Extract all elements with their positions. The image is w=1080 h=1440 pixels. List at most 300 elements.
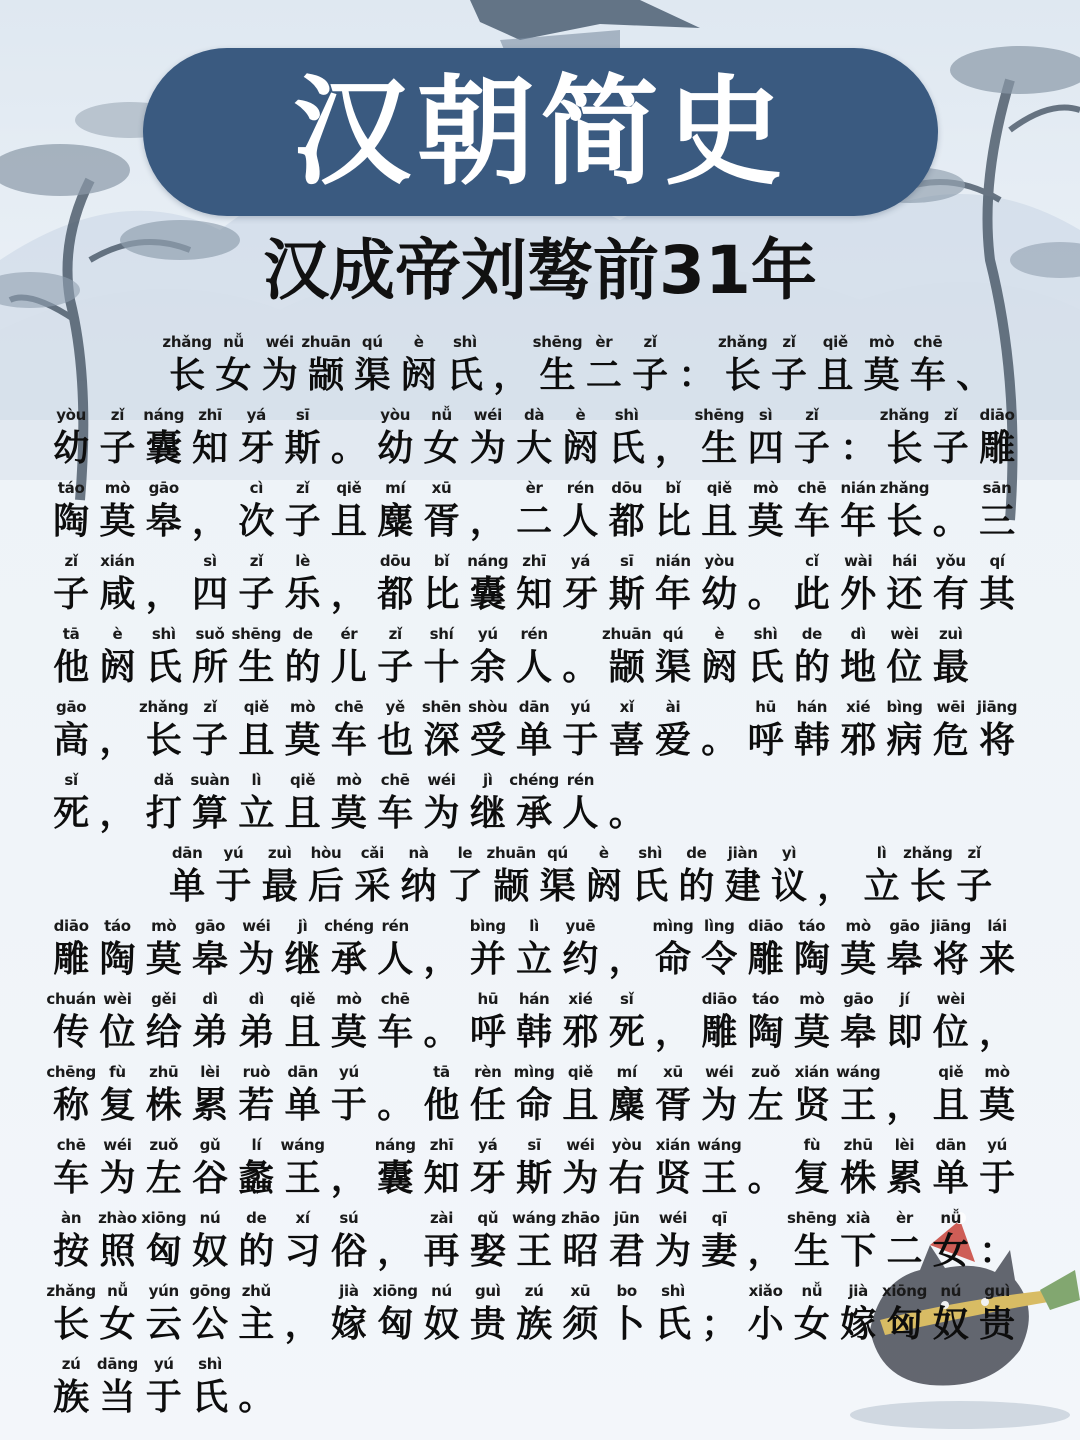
hanzi: 。: [608, 793, 645, 834]
hanzi: 人: [377, 939, 414, 980]
hanzi: 幼: [53, 428, 90, 469]
pinyin: guì: [474, 1282, 501, 1300]
character-cell: [742, 695, 788, 763]
pinyin: shēng: [694, 406, 745, 424]
character-cell: [789, 695, 835, 763]
pinyin: wéi: [265, 333, 294, 351]
character-cell: [951, 841, 997, 909]
pinyin: zhǎng: [139, 698, 189, 716]
pinyin: gāo: [56, 698, 87, 716]
character-cell: [48, 987, 94, 1055]
pinyin: yì: [781, 844, 797, 862]
hanzi: 子: [632, 355, 669, 396]
character-cell: [557, 695, 603, 763]
hanzi: 为: [655, 1231, 692, 1272]
character-cell: [465, 914, 511, 982]
text-line: [48, 403, 1038, 476]
pinyin: shì: [614, 406, 639, 424]
pinyin: dì: [202, 990, 218, 1008]
character-cell: [418, 549, 464, 617]
character-cell: [48, 549, 94, 617]
hanzi: 咸: [99, 574, 136, 615]
pinyin: gāo: [194, 917, 226, 935]
pinyin: sī: [295, 406, 310, 424]
hanzi: 二: [886, 1231, 923, 1272]
hanzi: 人: [516, 647, 553, 688]
character-cell: [187, 914, 233, 982]
text-line: [48, 841, 1038, 914]
pinyin: xiōng: [372, 1282, 418, 1300]
pinyin: fù: [109, 1063, 126, 1081]
hanzi: ；: [701, 1304, 738, 1345]
pinyin: jì: [297, 917, 308, 935]
hanzi: 皋: [840, 1012, 877, 1053]
hanzi: 俗: [330, 1231, 367, 1272]
hanzi: 立: [863, 866, 900, 907]
hanzi: ，: [423, 939, 460, 980]
text-line: [48, 1206, 1038, 1279]
character-cell: [395, 330, 441, 398]
pinyin: zǐ: [295, 479, 310, 497]
character-cell: [673, 330, 719, 398]
character-cell: [604, 695, 650, 763]
character-cell: [974, 1133, 1020, 1201]
pinyin: ruò: [242, 1063, 271, 1081]
pinyin: zhǎng: [46, 1282, 96, 1300]
pinyin: nú: [940, 1282, 962, 1300]
hanzi: 皋: [145, 501, 182, 542]
character-cell: [279, 622, 325, 690]
hanzi: 女: [932, 1231, 969, 1272]
pinyin: táo: [752, 990, 779, 1008]
hanzi: 雕: [701, 1012, 738, 1053]
hanzi: 来: [979, 939, 1016, 980]
character-cell: [326, 1060, 372, 1128]
hanzi: 任: [469, 1085, 506, 1126]
character-cell: [511, 695, 557, 763]
hanzi: 最: [932, 647, 969, 688]
pinyin: dān: [287, 1063, 318, 1081]
pinyin: náng: [467, 552, 509, 570]
character-cell: [326, 768, 372, 836]
character-cell: [835, 1279, 881, 1347]
hanzi: 囊: [469, 574, 506, 615]
character-cell: [141, 476, 187, 544]
hanzi: 阏: [585, 866, 622, 907]
pinyin: zài: [429, 1209, 454, 1227]
pinyin: dì: [248, 990, 264, 1008]
pinyin: shì: [753, 625, 778, 643]
hanzi: 氏: [608, 428, 645, 469]
hanzi: 深: [423, 720, 460, 761]
hanzi: ，: [979, 1012, 1016, 1053]
character-cell: [141, 549, 187, 617]
pinyin: hái: [891, 552, 918, 570]
hanzi: 子: [793, 428, 830, 469]
hanzi: 三: [979, 501, 1016, 542]
hanzi: 习: [284, 1231, 321, 1272]
character-cell: [418, 768, 464, 836]
page-subtitle: 汉成帝刘骜前31年: [263, 232, 817, 309]
hanzi: ：: [678, 355, 715, 396]
character-cell: [465, 1206, 511, 1274]
character-cell: [418, 1133, 464, 1201]
hanzi: 陶: [99, 939, 136, 980]
character-cell: [696, 695, 742, 763]
pinyin: mò: [336, 990, 362, 1008]
character-cell: [372, 1133, 418, 1201]
pinyin: cǎi: [360, 844, 384, 862]
character-cell: [789, 622, 835, 690]
pinyin: qú: [547, 844, 568, 862]
pinyin: gǔ: [199, 1136, 221, 1154]
character-cell: [951, 330, 997, 398]
pinyin: le: [457, 844, 473, 862]
character-cell: [858, 330, 904, 398]
pinyin: zhī: [522, 552, 546, 570]
hanzi: 人: [562, 501, 599, 542]
hanzi: 、: [956, 355, 993, 396]
hanzi: 长: [724, 355, 761, 396]
hanzi: 所: [192, 647, 229, 688]
pinyin: xiōng: [881, 1282, 928, 1300]
character-cell: [928, 695, 974, 763]
pinyin: shēng: [787, 1209, 837, 1227]
character-cell: [279, 1133, 325, 1201]
hanzi: 位: [886, 647, 923, 688]
character-cell: [766, 330, 812, 398]
character-cell: [881, 695, 927, 763]
pinyin: wáng: [512, 1209, 557, 1227]
pinyin: sú: [339, 1209, 359, 1227]
pinyin: chéng: [509, 771, 559, 789]
character-cell: [604, 549, 650, 617]
hanzi: 贤: [655, 1158, 692, 1199]
character-cell: [48, 1352, 94, 1420]
character-cell: [141, 1133, 187, 1201]
character-cell: [94, 768, 140, 836]
character-cell: [326, 549, 372, 617]
pinyin: qiě: [938, 1063, 964, 1081]
hanzi: 生: [793, 1231, 830, 1272]
hanzi: ，: [192, 501, 229, 542]
hanzi: 单: [169, 866, 206, 907]
hanzi: 于: [562, 720, 599, 761]
hanzi: 氏: [747, 647, 784, 688]
character-cell: [94, 695, 140, 763]
pinyin: yá: [478, 1136, 498, 1154]
hanzi: 嫁: [840, 1304, 877, 1345]
pinyin: jià: [339, 1282, 359, 1300]
hanzi: ，: [284, 1304, 321, 1345]
hanzi: 云: [145, 1304, 182, 1345]
hanzi: 且: [817, 355, 854, 396]
hanzi: 长: [169, 355, 206, 396]
pinyin: shì: [151, 625, 176, 643]
character-cell: [164, 330, 210, 398]
character-cell: [465, 476, 511, 544]
hanzi: ，: [493, 355, 530, 396]
pinyin: xǐ: [619, 698, 634, 716]
hanzi: 将: [932, 939, 969, 980]
pinyin: èr: [525, 479, 543, 497]
character-cell: [881, 1060, 927, 1128]
pinyin: qiě: [243, 698, 269, 716]
hanzi: 韩: [516, 1012, 553, 1053]
pinyin: è: [598, 844, 609, 862]
character-cell: [233, 914, 279, 982]
hanzi: 阏: [400, 355, 437, 396]
pinyin: yǒu: [935, 552, 966, 570]
character-cell: [279, 914, 325, 982]
hanzi: 算: [192, 793, 229, 834]
character-cell: [650, 1206, 696, 1274]
hanzi: 地: [840, 647, 877, 688]
character-cell: [974, 549, 1020, 617]
hanzi: 此: [793, 574, 830, 615]
character-cell: [233, 403, 279, 471]
character-cell: [326, 1279, 372, 1347]
character-cell: [557, 476, 603, 544]
character-cell: [279, 476, 325, 544]
character-cell: [94, 987, 140, 1055]
character-cell: [187, 1206, 233, 1274]
hanzi: ，: [377, 1231, 414, 1272]
pinyin: náng: [143, 406, 185, 424]
pinyin: zhǔ: [241, 1282, 271, 1300]
hanzi: 弟: [238, 1012, 275, 1053]
character-cell: [372, 1060, 418, 1128]
pinyin: zǐ: [782, 333, 796, 351]
character-cell: [511, 1279, 557, 1347]
pinyin: náng: [374, 1136, 416, 1154]
character-cell: [835, 622, 881, 690]
character-cell: [94, 1133, 140, 1201]
character-cell: [557, 622, 603, 690]
character-cell: [604, 1279, 650, 1347]
pinyin: yá: [570, 552, 591, 570]
character-cell: [928, 987, 974, 1055]
character-cell: [511, 1060, 557, 1128]
pinyin: zhǎng: [717, 333, 768, 351]
character-cell: [650, 622, 696, 690]
character-cell: [372, 914, 418, 982]
pinyin: zuì: [938, 625, 963, 643]
text-line: [48, 1352, 1038, 1425]
hanzi: ，: [330, 1158, 367, 1199]
pinyin: diāo: [979, 406, 1015, 424]
hanzi: 子: [956, 866, 993, 907]
hanzi: 子: [932, 428, 969, 469]
pinyin: mò: [289, 698, 316, 716]
hanzi: 单: [284, 1085, 321, 1126]
pinyin: rén: [381, 917, 409, 935]
pinyin: mò: [336, 771, 362, 789]
pinyin: lè: [295, 552, 310, 570]
character-cell: [418, 622, 464, 690]
character-cell: [835, 987, 881, 1055]
character-cell: [835, 1060, 881, 1128]
pinyin: qǔ: [477, 1209, 499, 1227]
character-cell: [465, 403, 511, 471]
character-cell: [974, 403, 1020, 471]
pinyin: lèi: [200, 1063, 220, 1081]
character-cell: [511, 987, 557, 1055]
pinyin: chē: [797, 479, 827, 497]
pinyin: qú: [361, 333, 383, 351]
character-cell: [604, 476, 650, 544]
character-cell: [604, 622, 650, 690]
character-cell: [372, 987, 418, 1055]
character-cell: [141, 403, 187, 471]
character-cell: [928, 1133, 974, 1201]
pinyin: sì: [203, 552, 217, 570]
character-cell: [673, 841, 719, 909]
pinyin: zuǒ: [751, 1063, 781, 1081]
pinyin: mìng: [652, 917, 694, 935]
pinyin: qiě: [290, 990, 316, 1008]
hanzi: 位: [932, 1012, 969, 1053]
hanzi: ，: [99, 720, 136, 761]
pinyin: shì: [198, 1355, 222, 1373]
hanzi: 主: [238, 1304, 275, 1345]
hanzi: 立: [238, 793, 275, 834]
hanzi: 最: [261, 866, 298, 907]
hanzi: 莫: [863, 355, 900, 396]
pinyin: ér: [340, 625, 358, 643]
hanzi: ，: [655, 428, 692, 469]
hanzi: 麋: [377, 501, 414, 542]
hanzi: 高: [53, 720, 90, 761]
hanzi: 立: [516, 939, 553, 980]
character-cell: [835, 476, 881, 544]
character-cell: [696, 914, 742, 982]
character-cell: [696, 1206, 742, 1274]
character-cell: [557, 403, 603, 471]
hanzi: 阏: [562, 428, 599, 469]
pinyin: gāo: [843, 990, 874, 1008]
hanzi: 皋: [886, 939, 923, 980]
character-cell: [881, 914, 927, 982]
pinyin: hán: [518, 990, 550, 1008]
character-cell: [789, 403, 835, 471]
page-title: 汉朝简史: [292, 63, 789, 201]
pinyin: nǚ: [107, 1282, 128, 1300]
character-cell: [974, 695, 1020, 763]
pinyin: jí: [899, 990, 910, 1008]
character-cell: [557, 549, 603, 617]
hanzi: 为: [99, 1158, 136, 1199]
hanzi: 给: [145, 1012, 182, 1053]
character-cell: [418, 1206, 464, 1274]
hanzi: 长: [53, 1304, 90, 1345]
character-cell: [48, 1060, 94, 1128]
pinyin: wài: [844, 552, 873, 570]
character-cell: [94, 1352, 140, 1420]
text-line: [48, 549, 1038, 622]
hanzi: 王: [840, 1085, 877, 1126]
hanzi: 族: [516, 1304, 553, 1345]
character-cell: [881, 622, 927, 690]
hanzi: 车: [909, 355, 946, 396]
character-cell: [279, 1206, 325, 1274]
hanzi: 二: [516, 501, 553, 542]
character-cell: [789, 1206, 835, 1274]
pinyin: qiě: [567, 1063, 593, 1081]
pinyin: mò: [752, 479, 779, 497]
text-line: [48, 768, 1038, 841]
character-cell: [696, 622, 742, 690]
hanzi: 。: [377, 1085, 414, 1126]
hanzi: 他: [423, 1085, 460, 1126]
character-cell: [881, 549, 927, 617]
hanzi: 匈: [145, 1231, 182, 1272]
hanzi: 纳: [400, 866, 437, 907]
hanzi: 传: [53, 1012, 90, 1053]
pinyin: lí: [251, 1136, 262, 1154]
pinyin: hán: [796, 698, 828, 716]
hanzi: 为: [701, 1085, 738, 1126]
character-cell: [696, 476, 742, 544]
hanzi: 莫: [330, 793, 367, 834]
hanzi: 氏: [632, 866, 669, 907]
hanzi: 知: [516, 574, 553, 615]
character-cell: [974, 1206, 1020, 1274]
character-cell: [696, 1279, 742, 1347]
hanzi: ：: [840, 428, 877, 469]
hanzi: 的: [678, 866, 715, 907]
hanzi: 。: [932, 501, 969, 542]
character-cell: [465, 987, 511, 1055]
hanzi: 建: [724, 866, 761, 907]
pinyin: zhī: [198, 406, 222, 424]
character-cell: [465, 622, 511, 690]
hanzi: 氏: [145, 647, 182, 688]
pinyin: nián: [840, 479, 876, 497]
hanzi: 二: [585, 355, 622, 396]
pinyin: diāo: [701, 990, 737, 1008]
character-cell: [696, 1133, 742, 1201]
character-cell: [511, 1133, 557, 1201]
pinyin: de: [246, 1209, 267, 1227]
pinyin: chē: [334, 698, 364, 716]
character-cell: [48, 695, 94, 763]
hanzi: ，: [145, 574, 182, 615]
hanzi: ，: [747, 1231, 784, 1272]
hanzi: 王: [284, 1158, 321, 1199]
character-cell: [94, 476, 140, 544]
character-cell: [627, 841, 673, 909]
hanzi: 车: [377, 1012, 414, 1053]
hanzi: 约: [562, 939, 599, 980]
hanzi: 且: [701, 501, 738, 542]
pinyin: qí: [989, 552, 1005, 570]
pinyin: dì: [850, 625, 866, 643]
hanzi: ，: [99, 793, 136, 834]
hanzi: 生: [238, 647, 275, 688]
pinyin: lái: [987, 917, 1007, 935]
hanzi: 陶: [747, 1012, 784, 1053]
pinyin: zǐ: [967, 844, 981, 862]
hanzi: 且: [284, 793, 321, 834]
pinyin: qiě: [822, 333, 848, 351]
hanzi: 氏: [655, 1304, 692, 1345]
character-cell: [928, 622, 974, 690]
pinyin: dān: [935, 1136, 967, 1154]
hanzi: 卜: [608, 1304, 645, 1345]
pinyin: zǐ: [64, 552, 78, 570]
character-cell: [511, 549, 557, 617]
